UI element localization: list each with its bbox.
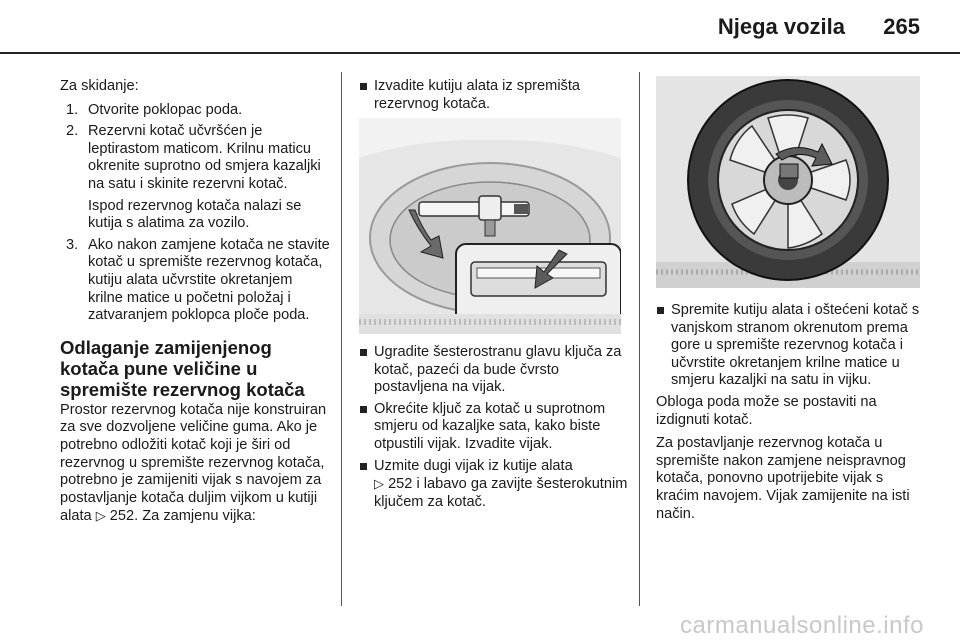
column-divider-2 (639, 72, 640, 606)
bullet-text: Izvadite kutiju alata iz spremišta rezervnog kotača. (374, 78, 581, 112)
step-number: 2. (66, 123, 79, 140)
bullet-item (359, 401, 631, 454)
paragraph: Za postavljanje rezervnog kotača u spremište nakon zamjene neispravnog kotača, ponovno upotrijebite vijak s kraćim navojem. Vijak zamijenite na isti način. (656, 435, 910, 522)
bullet-item (359, 458, 631, 512)
section-heading: Odlaganje zamijenjenog kotača pune veličine u spremište rezervnog kotača (60, 336, 305, 400)
reference-arrow-icon: ▷ (95, 508, 106, 524)
bullet-square-icon (360, 349, 367, 356)
reference-arrow-icon: ▷ (374, 476, 384, 492)
step-3 (60, 237, 330, 325)
header-rule (0, 52, 960, 54)
bullet-text: Uzmite dugi vijak iz kutije alata (374, 457, 573, 474)
step-2 (60, 123, 330, 193)
page-reference[interactable]: 252 (109, 508, 135, 525)
figure-spare-wheel (656, 76, 920, 288)
step-number: 3. (66, 236, 79, 253)
body-text-end: . Za zamjenu vijka: (134, 508, 256, 525)
spare-wheel-illustration (656, 76, 920, 288)
bullet-text: Ugradite šesterostranu glavu ključa za kotač, pazeći da bude čvrsto postavljena na vijak. (374, 344, 622, 396)
bullet-square-icon (657, 307, 664, 314)
bullet-text-end: i labavo ga zavijte šesterokutnim ključem za kotač. (374, 476, 628, 510)
watermark: carmanualsonline.info (680, 612, 924, 639)
body-text: Prostor rezervnog kotača nije konstruiran za sve dozvoljene veličine guma. Ako je potrebno odložiti kotač koji je širi od rezervnog u spremište rezervnog kotača, potrebno je zamijeniti vijak s navojem za postavljanje kotača duljim vijkom u kutiji alata (60, 401, 327, 525)
column-3 (656, 302, 924, 529)
column-1 (60, 78, 330, 532)
page-reference[interactable]: 252 (388, 476, 413, 493)
bullet-text: Spremite kutiju alata i oštećeni kotač s vanjskom stranom okrenutom prema gore u spremište rezervnog kotača i učvrstite okretanjem krilne matice u smjeru kazaljki na satu in vijku. (671, 302, 920, 389)
step-text: Rezervni kotač učvršćen je leptirastom maticom. Krilnu maticu okrenite suprotno od smjera kazaljki na satu i skinite rezervni kotač. (88, 123, 321, 192)
section-body (60, 402, 330, 526)
column-divider-1 (341, 72, 342, 606)
page-header-title: Njega vozila (717, 14, 845, 39)
bullet-text: Okrećite ključ za kotač u suprotnom smjeru od kazaljke sata, kako biste otpustili vijak. Izvadite vijak. (374, 400, 606, 452)
step-text: Otvorite poklopac poda. (88, 101, 243, 118)
step-1 (60, 102, 330, 120)
intro-text: Za skidanje: (60, 78, 139, 94)
step-text: Ako nakon zamjene kotača ne stavite kotač u spremište rezervnog kotača, kutiju alata učvrstite okretanjem krilne matice u početni položaj i zatvaranjem poklopca ploče poda. (88, 236, 330, 324)
column-2 (359, 78, 629, 117)
bullet-item (656, 302, 924, 390)
bullet-item (359, 78, 629, 113)
paragraph: Obloga poda može se postaviti na izdignuti kotač. (656, 393, 877, 428)
figure-toolbox (359, 118, 621, 334)
toolbox-illustration (359, 118, 621, 334)
column-2-lower (359, 344, 631, 515)
step-2-note: Ispod rezervnog kotača nalazi se kutija s alatima za vozilo. (88, 197, 302, 232)
bullet-square-icon (360, 463, 367, 470)
bullet-item (359, 344, 631, 397)
page-number: 265 (883, 14, 920, 39)
step-number: 1. (66, 101, 79, 118)
bullet-square-icon (360, 83, 367, 90)
bullet-square-icon (360, 406, 367, 413)
